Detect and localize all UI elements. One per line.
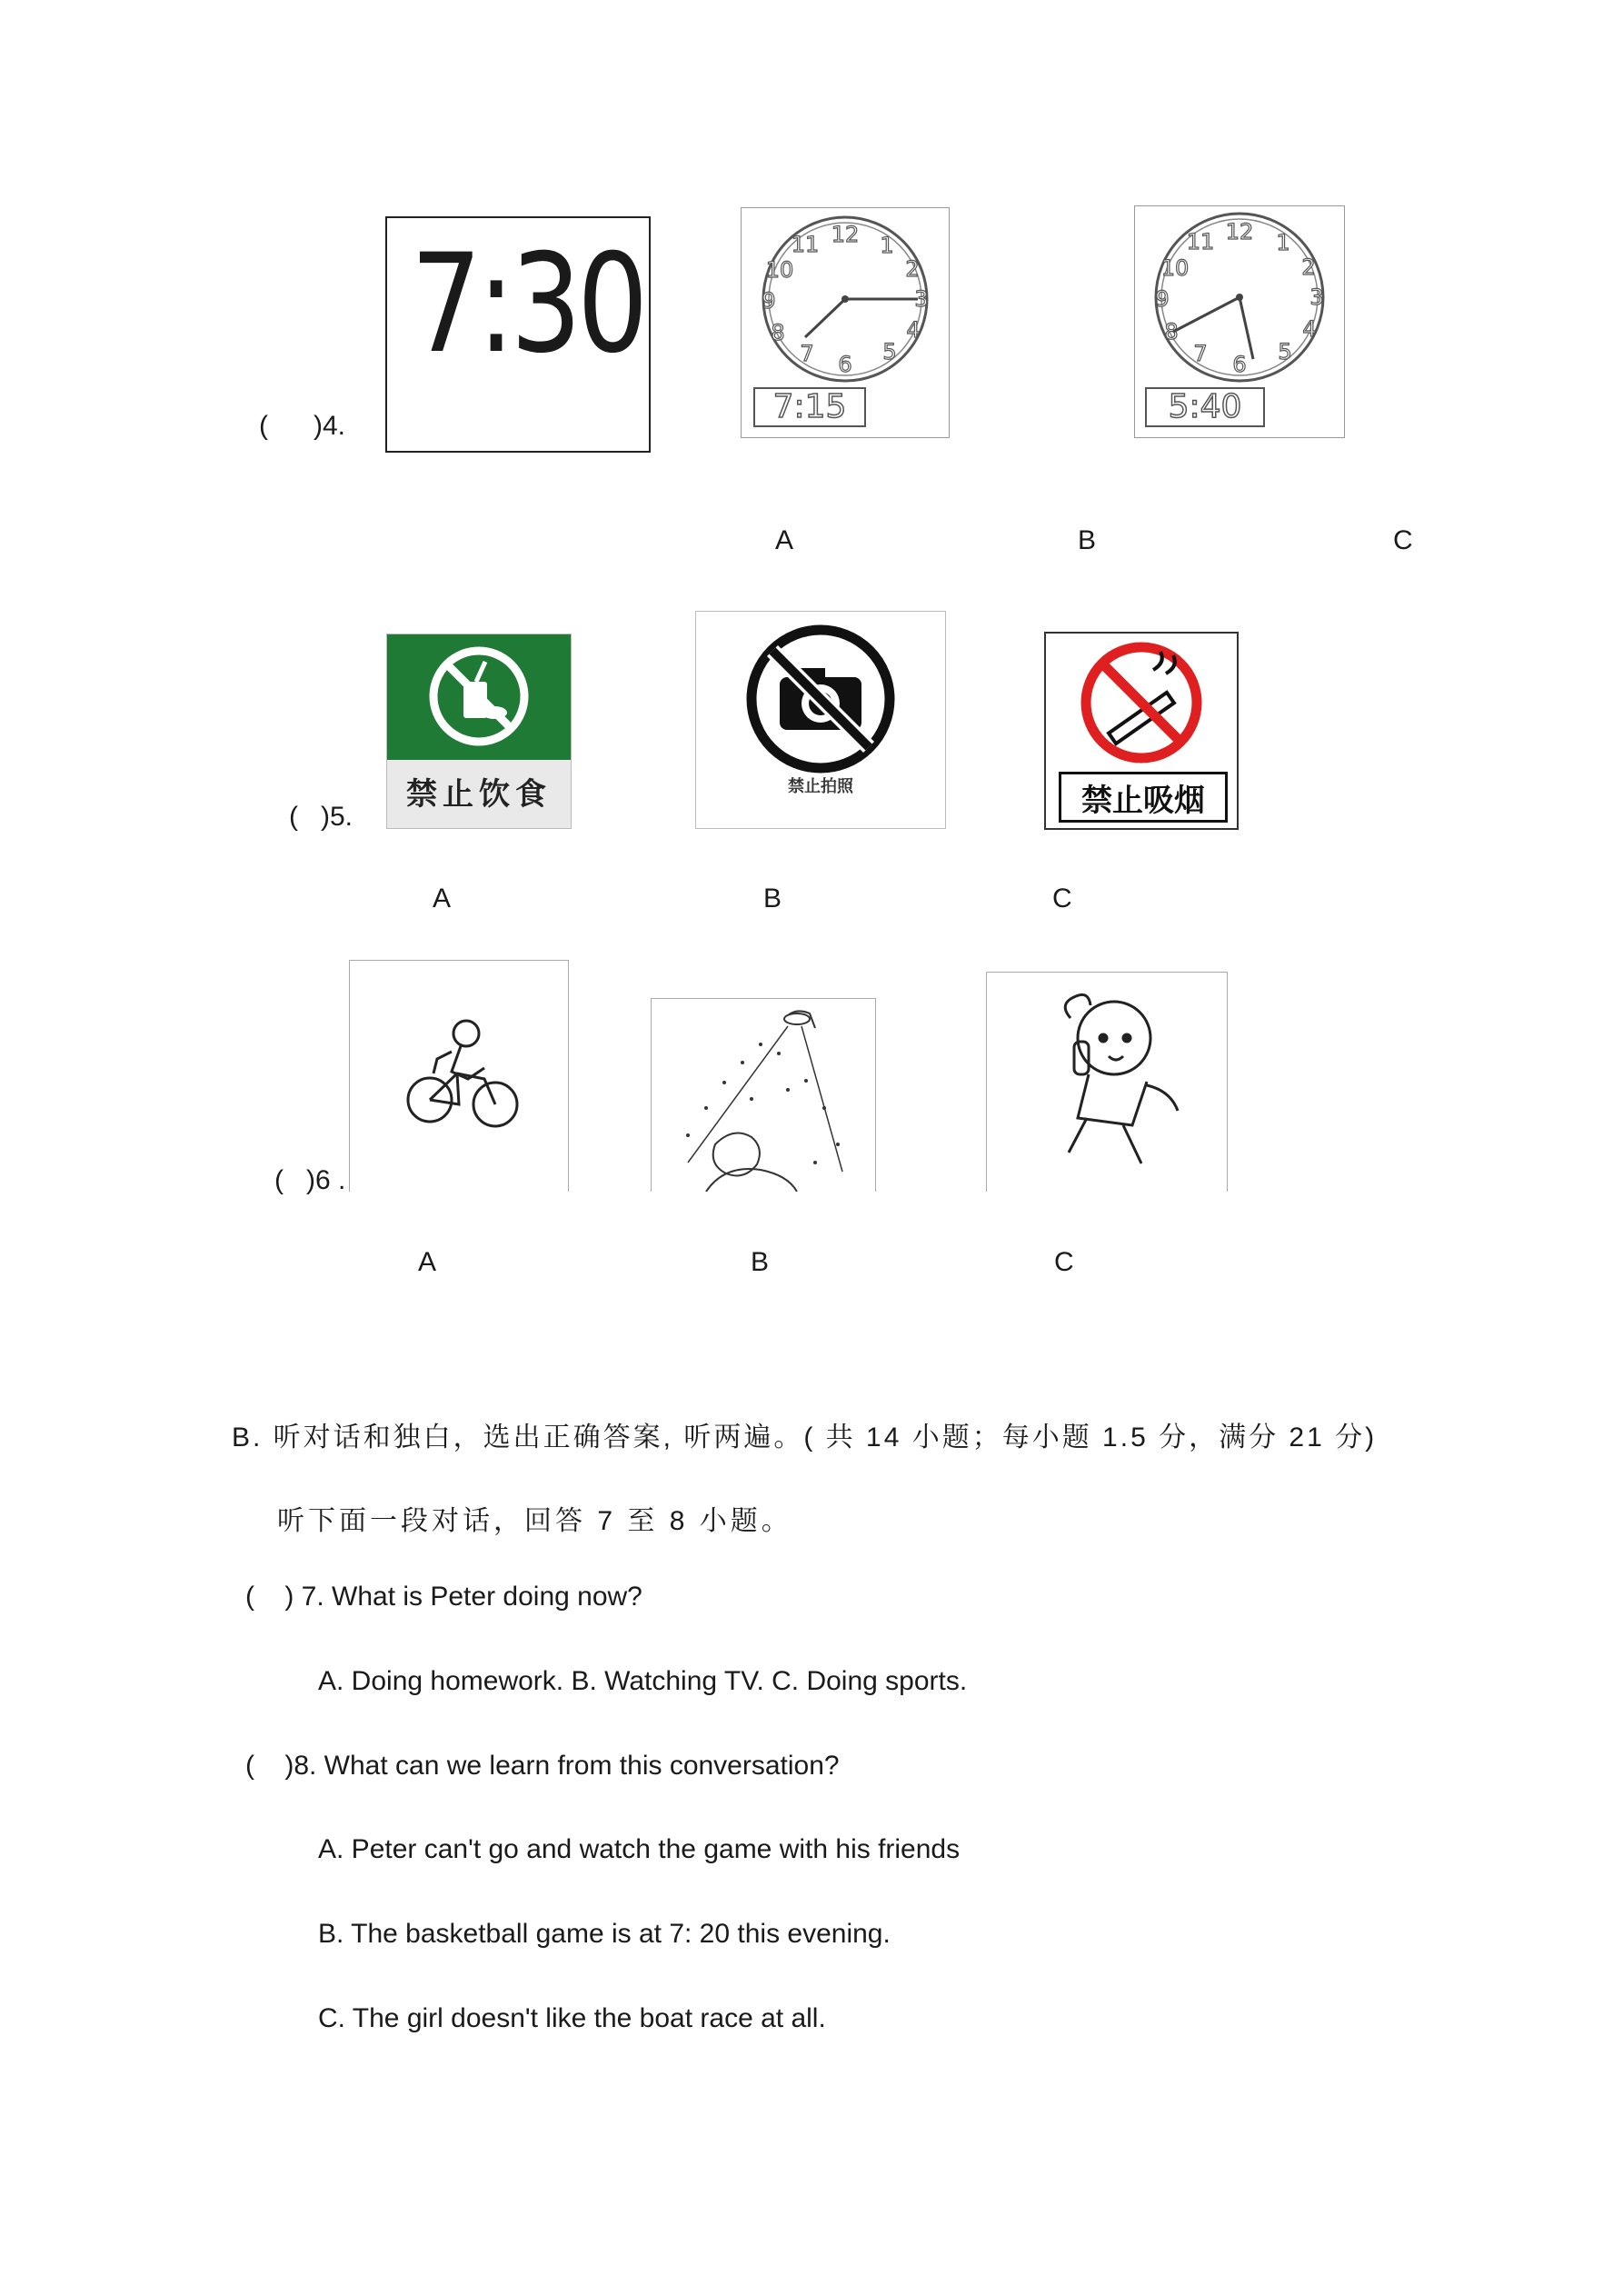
- no-photo-sign: [695, 611, 946, 829]
- shower-icon: [652, 999, 875, 1192]
- q5-option-b: B: [763, 883, 782, 913]
- svg-text:10: 10: [765, 257, 794, 283]
- question-7-options: A. Doing homework. B. Watching TV. C. Doing sports.: [318, 1666, 968, 1696]
- svg-text:3: 3: [1309, 285, 1324, 310]
- digital-time-text: 7:30: [410, 225, 644, 384]
- no-smoking-sign-text: 禁止吸烟: [1081, 783, 1205, 819]
- svg-text:6: 6: [1232, 352, 1247, 377]
- q5-option-c: C: [1052, 883, 1072, 913]
- q4-option-b: B: [1078, 525, 1097, 555]
- section-b-heading: B. 听对话和独白，选出正确答案, 听两遍。( 共 14 小题；每小题 1.5 分，满分 21 分): [232, 1423, 1378, 1452]
- svg-text:8: 8: [771, 320, 785, 345]
- svg-text:2: 2: [1301, 255, 1316, 280]
- shower-picture: [651, 998, 876, 1192]
- svg-text:2: 2: [905, 256, 920, 282]
- svg-text:5: 5: [882, 339, 897, 364]
- svg-text:4: 4: [1302, 316, 1317, 342]
- clock-b-image: [1134, 205, 1345, 438]
- question-8-option-a: A. Peter can't go and watch the game with his friends: [318, 1834, 961, 1864]
- digital-time-image: [385, 216, 651, 453]
- riding-bike-picture: [349, 960, 569, 1192]
- no-camera-icon: [696, 612, 945, 794]
- q6-option-b: B: [751, 1247, 770, 1277]
- q6-option-a: A: [418, 1247, 437, 1277]
- q6-option-c: C: [1054, 1247, 1074, 1277]
- question-4-label: ( )4.: [259, 411, 346, 441]
- svg-text:7: 7: [1193, 341, 1208, 366]
- svg-text:5: 5: [1278, 339, 1292, 364]
- no-eating-sign: [386, 634, 572, 829]
- question-8-stem: ( )8. What can we learn from this conversation?: [245, 1751, 840, 1781]
- boy-bike-icon: [350, 961, 568, 1192]
- section-b-intro: 听下面一段对话，回答 7 至 8 小题。: [277, 1506, 792, 1536]
- clock-a-image: [741, 207, 950, 438]
- question-6-label: ( )6 .: [274, 1165, 346, 1195]
- no-photo-sign-text: 禁止拍照: [788, 777, 853, 796]
- svg-text:12: 12: [1225, 219, 1254, 245]
- svg-text:11: 11: [791, 232, 820, 257]
- svg-text:7: 7: [800, 341, 814, 366]
- q4-option-a: A: [775, 525, 794, 555]
- girl-phone-icon: [987, 973, 1227, 1192]
- question-8-option-c: C. The girl doesn't like the boat race at all.: [318, 2003, 826, 2033]
- q4-option-c: C: [1393, 525, 1413, 555]
- no-eating-sign-text: 禁止饮食: [406, 776, 552, 813]
- q5-option-a: A: [433, 883, 452, 913]
- svg-text:10: 10: [1160, 255, 1190, 281]
- svg-text:3: 3: [914, 286, 929, 312]
- no-smoking-icon: [1046, 634, 1237, 770]
- svg-text:12: 12: [831, 222, 860, 247]
- svg-text:11: 11: [1186, 229, 1215, 255]
- question-8-option-b: B. The basketball game is at 7: 20 this evening.: [318, 1919, 891, 1949]
- svg-text:4: 4: [906, 317, 921, 343]
- svg-text:1: 1: [880, 233, 894, 258]
- no-food-icon: [387, 634, 571, 760]
- svg-text:9: 9: [1155, 286, 1170, 312]
- girl-phone-picture: [986, 972, 1228, 1192]
- question-5-label: ( )5.: [289, 802, 353, 832]
- clock-a-time: 7:15: [772, 388, 847, 425]
- svg-text:6: 6: [838, 352, 852, 377]
- question-7-stem: ( ) 7. What is Peter doing now?: [245, 1582, 642, 1612]
- svg-text:1: 1: [1276, 230, 1290, 255]
- svg-text:9: 9: [762, 288, 776, 314]
- svg-text:8: 8: [1164, 319, 1179, 344]
- clock-b-time: 5:40: [1168, 388, 1242, 425]
- no-smoking-sign: [1044, 632, 1239, 830]
